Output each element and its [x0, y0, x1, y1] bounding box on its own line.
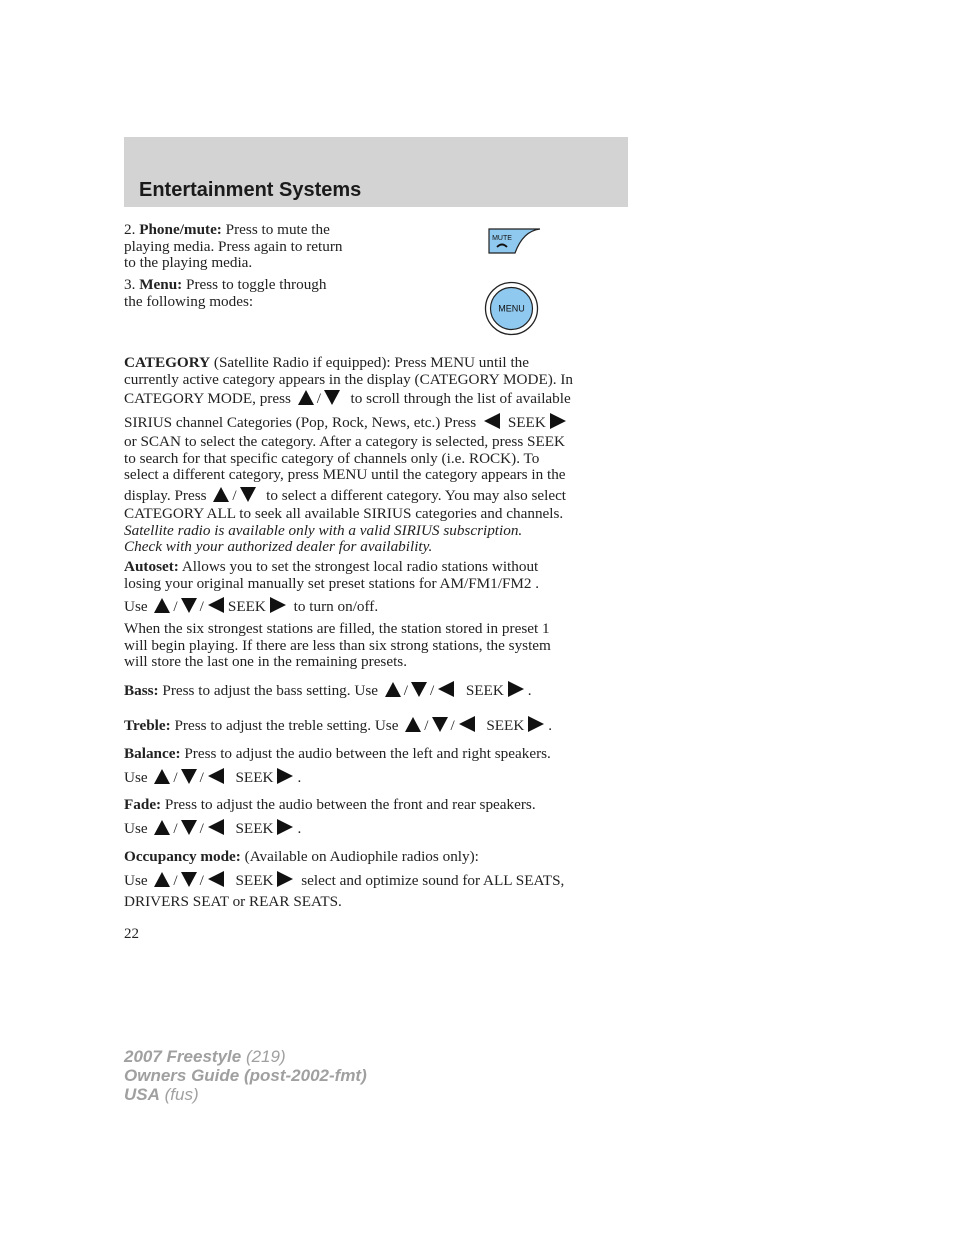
up-arrow-icon: [405, 717, 421, 732]
down-arrow-icon: [324, 390, 340, 405]
six-stations-paragraph: When the six strongest stations are filled, the station stored in preset 1 will begin playing. If there are less than six strong stations, the system will store the last one in the remaining presets.: [124, 620, 551, 670]
section-header: [124, 137, 628, 207]
menu-button-icon: [484, 281, 539, 336]
up-arrow-icon: [154, 769, 170, 784]
autoset-paragraph: Autoset: Allows you to set the strongest local radio stations without losing your original manually set preset stations for AM/FM1/FM2 . Use / / SEEK to turn on/off.: [124, 558, 540, 615]
left-arrow-icon: [438, 681, 454, 697]
down-arrow-icon: [181, 769, 197, 784]
balance-paragraph: Balance: Press to adjust the audio between the left and right speakers. Use / / SEEK .: [124, 745, 551, 786]
right-arrow-icon: [270, 597, 286, 613]
svg-text:MENU: MENU: [498, 303, 525, 314]
right-arrow-icon: [550, 413, 566, 429]
occupancy-paragraph: Occupancy mode: (Available on Audiophile radios only): Use / / SEEK select and optimize sound for ALL SEATS, DRIVERS SEAT or REAR SEATS.: [124, 848, 565, 910]
up-arrow-icon: [154, 598, 170, 613]
down-arrow-icon: [432, 717, 448, 732]
up-arrow-icon: [213, 487, 229, 502]
up-arrow-icon: [385, 682, 401, 697]
left-arrow-icon: [484, 413, 500, 429]
svg-text:MUTE: MUTE: [492, 235, 512, 242]
right-arrow-icon: [277, 768, 293, 784]
page-number: 22: [124, 926, 139, 942]
right-arrow-icon: [528, 716, 544, 732]
down-arrow-icon: [181, 820, 197, 835]
document-footer: 2007 Freestyle (219) Owners Guide (post-2002-fmt) USA (fus): [124, 1047, 367, 1104]
mute-button-icon: [488, 227, 543, 255]
up-arrow-icon: [154, 820, 170, 835]
left-arrow-icon: [208, 819, 224, 835]
right-arrow-icon: [508, 681, 524, 697]
category-paragraph: CATEGORY (Satellite Radio if equipped): Press MENU until the currently active category appears in the display (CATEGORY MODE). In CATEGORY MODE, press / to scroll through the list of available SIRIUS channel Categories (Pop, Rock, News, etc.) Press SEEK or SCAN to select the category. After a category is selected, press SEEK to search for that specific category of channels only (i.e. ROCK). To select a different category, press MENU until the category appears in the display. Press / to select a different category. You may also select CATEGORY ALL to seek all available SIRIUS categories and channels. Satellite radio is available only with a valid SIRIUS subscription. Check with your authorized dealer for availability.: [124, 354, 574, 555]
treble-paragraph: Treble: Press to adjust the treble setting. Use / / SEEK .: [124, 717, 553, 734]
phone-mute-paragraph: 2. Phone/mute: Press to mute the playing media. Press again to return to the playing media.: [124, 221, 343, 271]
down-arrow-icon: [240, 487, 256, 502]
section-title: Entertainment Systems: [139, 179, 362, 201]
down-arrow-icon: [181, 872, 197, 887]
left-arrow-icon: [208, 768, 224, 784]
right-arrow-icon: [277, 871, 293, 887]
menu-paragraph: 3. Menu: Press to toggle through the following modes:: [124, 276, 327, 310]
up-arrow-icon: [298, 390, 314, 405]
up-arrow-icon: [154, 872, 170, 887]
left-arrow-icon: [459, 716, 475, 732]
down-arrow-icon: [411, 682, 427, 697]
down-arrow-icon: [181, 598, 197, 613]
bass-paragraph: Bass: Press to adjust the bass setting. Use / / SEEK .: [124, 682, 532, 699]
left-arrow-icon: [208, 597, 224, 613]
right-arrow-icon: [277, 819, 293, 835]
left-arrow-icon: [208, 871, 224, 887]
fade-paragraph: Fade: Press to adjust the audio between the front and rear speakers. Use / / SEEK .: [124, 796, 536, 837]
